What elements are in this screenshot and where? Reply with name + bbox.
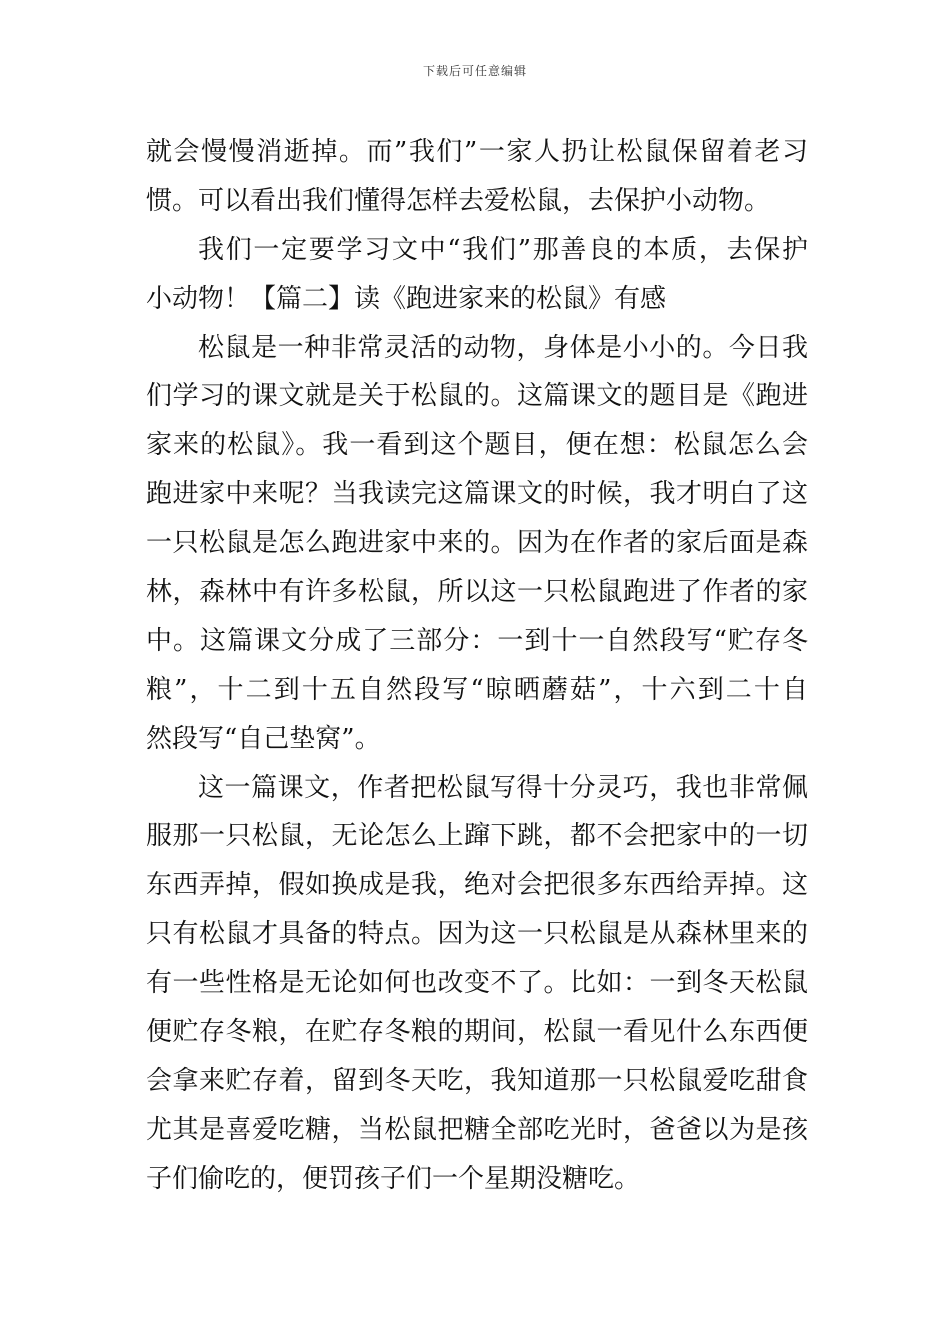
document-body	[146, 128, 808, 1204]
text-line: 有一些性格是无论如何也改变不了。比如：一到冬天松鼠	[146, 968, 808, 999]
text-line: 粮”，十二到十五自然段写“晾晒蘑菇”，十六到二十自	[146, 674, 808, 705]
text-line: 然段写“自己垫窝”。	[146, 723, 381, 754]
text-line: 一只松鼠是怎么跑进家中来的。因为在作者的家后面是森	[146, 528, 808, 559]
text-line: 只有松鼠才具备的特点。因为这一只松鼠是从森林里来的	[146, 919, 808, 950]
text-line: 东西弄掉，假如换成是我，绝对会把很多东西给弄掉。这	[146, 870, 808, 901]
text-line: 这一篇课文，作者把松鼠写得十分灵巧，我也非常佩	[198, 772, 808, 803]
text-line: 跑进家中来呢？当我读完这篇课文的时候，我才明白了这	[146, 479, 808, 510]
text-line: 会拿来贮存着，留到冬天吃，我知道那一只松鼠爱吃甜食	[146, 1065, 808, 1096]
text-line: 家来的松鼠》。我一看到这个题目，便在想：松鼠怎么会	[146, 430, 808, 461]
text-line: 子们偷吃的，便罚孩子们一个星期没糖吃。	[146, 1163, 641, 1194]
page-header: 下载后可任意编辑	[422, 64, 527, 78]
text-line: 们学习的课文就是关于松鼠的。这篇课文的题目是《跑进	[146, 381, 808, 412]
text-line: 便贮存冬粮，在贮存冬粮的期间，松鼠一看见什么东西便	[146, 1017, 808, 1048]
text-line: 松鼠是一种非常灵活的动物，身体是小小的。今日我	[198, 332, 808, 363]
text-line: 我们一定要学习文中“我们”那善良的本质，去保护	[198, 234, 808, 265]
text-line: 小动物！【篇二】读《跑进家来的松鼠》有感	[146, 283, 667, 314]
text-line: 服那一只松鼠，无论怎么上蹿下跳，都不会把家中的一切	[146, 821, 808, 852]
text-line: 林，森林中有许多松鼠，所以这一只松鼠跑进了作者的家	[146, 577, 808, 608]
text-line: 就会慢慢消逝掉。而”我们”一家人扔让松鼠保留着老习	[146, 137, 808, 167]
text-line: 惯。可以看出我们懂得怎样去爱松鼠，去保护小动物。	[146, 185, 771, 216]
text-line: 中。这篇课文分成了三部分：一到十一自然段写“贮存冬	[146, 625, 808, 656]
text-line: 尤其是喜爱吃糖，当松鼠把糖全部吃光时，爸爸以为是孩	[146, 1114, 808, 1145]
